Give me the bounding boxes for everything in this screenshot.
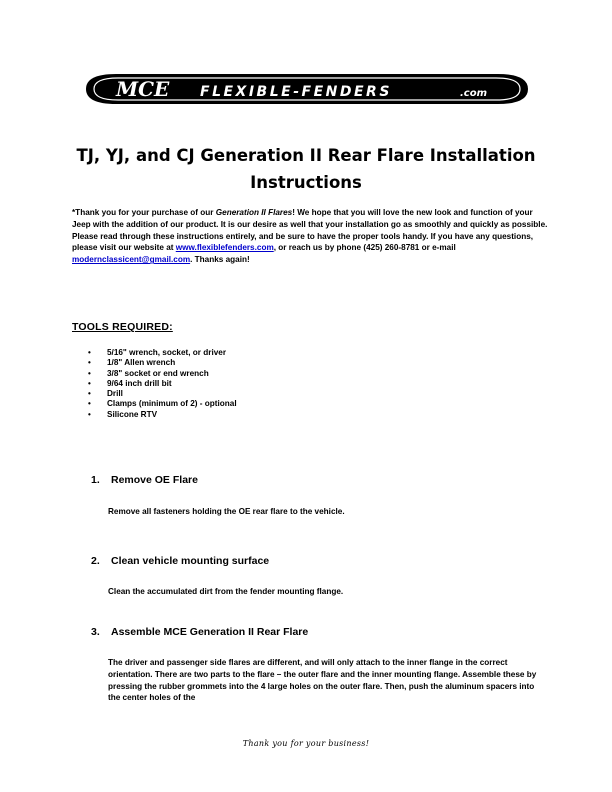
step-1-body: Remove all fasteners holding the OE rear flare to the vehicle. bbox=[108, 507, 345, 516]
footer-thanks: Thank you for your business! bbox=[242, 739, 370, 748]
step-3-body: The driver and passenger side flares are different, and will only attach to the inner flange in the correct orientation. There are two parts to the flare – the outer flare and the inner mounting flange. Assemble these by pressing the rubber grommets into the 4 large holes on the outer flare. Then, push the aluminum spacers into the center holes of the bbox=[108, 658, 537, 703]
step-2-heading bbox=[91, 555, 269, 567]
tool-item: • Silicone RTV bbox=[72, 410, 237, 420]
step-2-number: 2. bbox=[91, 555, 100, 567]
tool-item: • 3/8" socket or end wrench bbox=[72, 369, 237, 379]
tools-heading: TOOLS REQUIRED: bbox=[72, 321, 173, 333]
tool-item: • 1/8" Allen wrench bbox=[72, 358, 237, 368]
tool-item: • 9/64 inch drill bit bbox=[72, 379, 237, 389]
website-link[interactable]: www.flexiblefenders.com bbox=[175, 243, 274, 253]
title-line-2: Instructions bbox=[250, 173, 362, 192]
step-2-title: Clean vehicle mounting surface bbox=[111, 555, 270, 567]
intro-text-1: *Thank you for your purchase of our bbox=[72, 208, 216, 217]
step-1-number: 1. bbox=[91, 474, 100, 486]
step-1-heading bbox=[91, 474, 198, 486]
intro-text-4: . Thanks again! bbox=[190, 255, 250, 265]
step-3-number: 3. bbox=[91, 626, 100, 638]
tool-item: • 5/16" wrench, socket, or driver bbox=[72, 348, 237, 358]
intro-paragraph bbox=[72, 207, 552, 266]
title-line-1: TJ, YJ, and CJ Generation II Rear Flare Installation bbox=[76, 146, 536, 165]
tools-list bbox=[72, 348, 237, 420]
tool-item: • Drill bbox=[72, 389, 237, 399]
email-link[interactable]: modernclassicent@gmail.com bbox=[72, 255, 191, 265]
page-title bbox=[40, 142, 572, 196]
intro-text-2: ! We hope that you will love the new look and function of your Jeep with the addition of our product. It is our desire as well that your installation go as smoothly and quickly as possible. Please read through these instructions entirely, and be sure to have the proper tools handy. If you have any questions, please visit our website at bbox=[72, 208, 548, 253]
step-3-heading bbox=[91, 626, 308, 638]
logo-suffix: .com bbox=[460, 88, 488, 99]
step-2-body: Clean the accumulated dirt from the fender mounting flange. bbox=[108, 587, 344, 596]
logo-text: FLEXIBLE-FENDERS bbox=[200, 84, 392, 100]
mce-logo bbox=[76, 72, 538, 106]
intro-text-3: , or reach us by phone (425) 260-8781 or e-mail bbox=[273, 243, 456, 253]
tool-item: • Clamps (minimum of 2) - optional bbox=[72, 399, 237, 409]
product-name: Generation II Flares bbox=[215, 208, 293, 217]
logo-brand: MCE bbox=[116, 77, 170, 101]
step-1-title: Remove OE Flare bbox=[111, 474, 198, 486]
step-3-title: Assemble MCE Generation II Rear Flare bbox=[111, 626, 309, 638]
